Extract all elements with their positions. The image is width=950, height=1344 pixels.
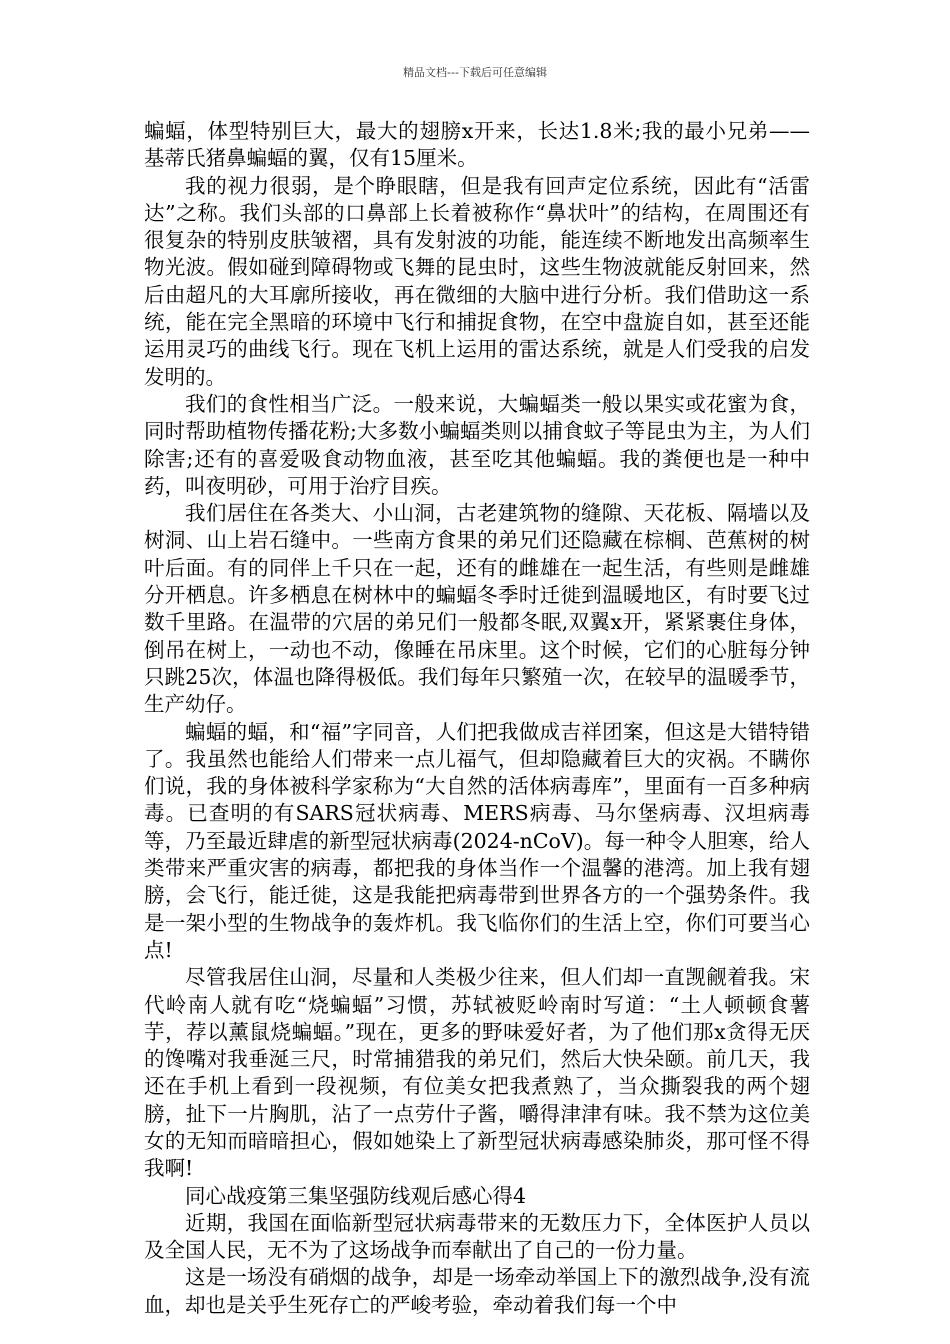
paragraph-medical-workers: 近期，我国在面临新型冠状病毒带来的无数压力下，全体医护人员以及全国人民，无不为了这场战争而奉献出了自己的一份力量。	[144, 1210, 810, 1263]
paragraph-continuation: 蝙蝠，体型特别巨大，最大的翅膀x开来，长达1.8米;我的最小兄弟——基蒂氏猪鼻蝙蝠的翼，仅有15厘米。	[144, 119, 810, 171]
paragraph-virus: 蝙蝠的蝠，和“福”字同音，人们把我做成吉祥团案，但这是大错特错了。我虽然也能给人们带来一点儿福气，但却隐藏着巨大的灾祸。不瞒你们说，我的身体被科学家称为“大自然的活体病毒库”，里面有一百多种病毒。已查明的有SARS冠状病毒、MERS病毒、马尔堡病毒、汉坦病毒等，乃至最近肆虐的新型冠状病毒(2024-nCoV)。每一种令人胆寒，给人类带来严重灾害的病毒，都把我的身体当作一个温馨的港湾。加上我有翅膀，会飞行，能迁徙，这是我能把病毒带到世界各方的一个强势条件。我是一架小型的生物战争的轰炸机。我飞临你们的生活上空，你们可要当心点!	[144, 719, 810, 962]
paragraph-diet: 我们的食性相当广泛。一般来说，大蝙蝠类一般以果实或花蜜为食，同时帮助植物传播花粉;大多数小蝙蝠类则以捕食蚊子等昆虫为主，为人们除害;还有的喜爱吸食动物血液，甚至吃其他蝙蝠。我的粪便也是一种中药，叫夜明砂，可用于治疗目疾。	[144, 391, 810, 498]
page-header: 精品文档---下载后可任意编辑	[403, 66, 547, 79]
paragraph-war: 这是一场没有硝烟的战争，却是一场牵动举国上下的激烈战争,没有流血，却也是关乎生死存亡的严峻考验，牵动着我们每一个中	[144, 1265, 810, 1317]
paragraph-hunting: 尽管我居住山洞，尽量和人类极少往来，但人们却一直觊觎着我。宋代岭南人就有吃“烧蝙蝠”习惯，苏轼被贬岭南时写道：“土人顿顿食薯芋，荐以薰鼠烧蝙蝠。”现在，更多的野味爱好者，为了他们那x贪得无厌的馋嘴对我垂涎三尺，时常捕猎我的弟兄们，然后大快朵颐。前几天，我还在手机上看到一段视频，有位美女把我煮熟了，当众撕裂我的两个翅膀，扯下一片胸肌，沾了一点劳什子酱，嚼得津津有味。我不禁为这位美女的无知而暗暗担心，假如她染上了新型冠状病毒感染肺炎，那可怪不得我啊!	[144, 965, 810, 1181]
section-title: 同心战疫第三集坚强防线观后感心得4	[185, 1183, 527, 1208]
paragraph-echolocation: 我的视力很弱，是个睁眼瞎，但是我有回声定位系统，因此有“活雷达”之称。我们头部的口鼻部上长着被称作“鼻状叶”的结构，在周围还有很复杂的特别皮肤皱褶，具有发射波的功能，能连续不断地发出高频率生物光波。假如碰到障碍物或飞舞的昆虫时，这些生物波就能反射回来，然后由超凡的大耳廓所接收，再在微细的大脑中进行分析。我们借助这一系统，能在完全黑暗的环境中飞行和捕捉食物，在空中盘旋自如，甚至还能运用灵巧的曲线飞行。现在飞机上运用的雷达系统，就是人们受我的启发发明的。	[144, 173, 810, 389]
paragraph-habitat: 我们居住在各类大、小山洞，古老建筑物的缝隙、天花板、隔墙以及树洞、山上岩石缝中。一些南方食果的弟兄们还隐藏在棕榈、芭蕉树的树叶后面。有的同伴上千只在一起，还有的雌雄在一起生活，有些则是雌雄分开栖息。许多栖息在树林中的蝙蝠冬季时迁徙到温暖地区，有时要飞过数千里路。在温带的穴居的弟兄们一般都冬眠,双翼x开，紧紧裹住身体，倒吊在树上，一动也不动，像睡在吊床里。这个时候，它们的心脏每分钟只跳25次，体温也降得极低。我们每年只繁殖一次，在较早的温暖季节，生产幼仔。	[144, 501, 810, 717]
document-body	[144, 118, 810, 1319]
